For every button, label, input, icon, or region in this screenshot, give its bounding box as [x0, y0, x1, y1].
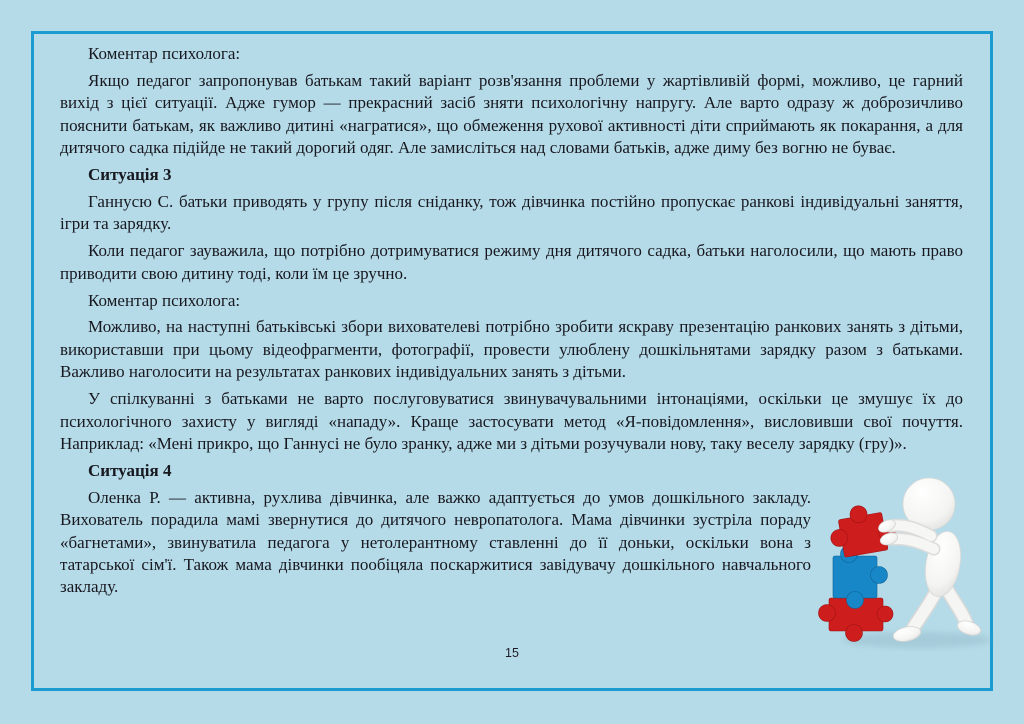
psychologist-comment-label: Коментар психолога: [88, 290, 241, 310]
situation-4-heading: Ситуація 4 [88, 460, 172, 480]
paragraph-situation-4: Оленка Р. — активна, рухлива дівчинка, але важко адаптується до умов дошкільного закладу. Вихователь порадила мамі звернутися до дитячого невропатолога. Мама дівчинки зустріла пораду «багнетами», звинуватила педагога у нетолерантному ставленні до її доньки, оскільки вона з татарської сім'ї. Також мама дівчинки пообіцяла поскаржитися завідувачу дошкільного навчального закладу. [60, 487, 811, 597]
paragraph-advice-presentation: Можливо, на наступні батьківські збори вихователеві потрібно зробити яскраву презентацію ранкових занять з дітьми, використавши при цьому відеофрагменти, фотографії, провести улюблену дошкільнятами зарядку разом з батьками. Важливо наголосити на результатах ранкових індивідуальних занять з дітьми. [60, 317, 963, 382]
white-figure-icon [877, 478, 983, 644]
psychologist-comment-label: Коментар психолога: [88, 44, 241, 63]
puzzle-figure-illustration [817, 476, 1003, 652]
paragraph-advice-situation-2: Якщо педагог запропонував батькам такий варіант розв'язання проблеми у жартівливій формі, можливо, це гарний вихід з цієї ситуації. Адже гумор — прекрасний засіб зняти психологічну напругу. Але варто одразу ж доброзичливо пояснити батькам, як важливо дитині «награтися», що обмеження рухової активності діти сприймають як покарання, а для дитячого садка підійде не такий дорогий одяг. Але замисліться над словами батьків, адже диму без вогню не буває. [60, 70, 963, 158]
page-number: 15 [505, 646, 519, 660]
paragraph-situation-3-conflict: Коли педагог зауважила, що потрібно дотримуватися режиму дня дитячого садка, батьки наголосили, що мають право приводити свою дитину тоді, коли їм це зручно. [60, 241, 963, 283]
puzzle-figure-graphic [817, 476, 1003, 652]
situation-3-heading: Ситуація 3 [88, 165, 172, 185]
paragraph-advice-i-message: У спілкуванні з батьками не варто послуговуватися звинувачувальними інтонаціями, оскільки це змушує їх до психологічного захисту у вигляді «нападу». Краще застосувати метод «Я-повідомлення», висловивши свої почуття. Наприклад: «Мені прикро, що Ганнусі не було зранку, адже ми з дітьми розучували нову, таку веселу зарядку (гру)». [60, 389, 963, 453]
paragraph-situation-3-intro: Ганнусю С. батьки приводять у групу після сніданку, тож дівчинка постійно пропускає ранкові індивідуальні заняття, ігри та зарядку. [60, 191, 963, 234]
